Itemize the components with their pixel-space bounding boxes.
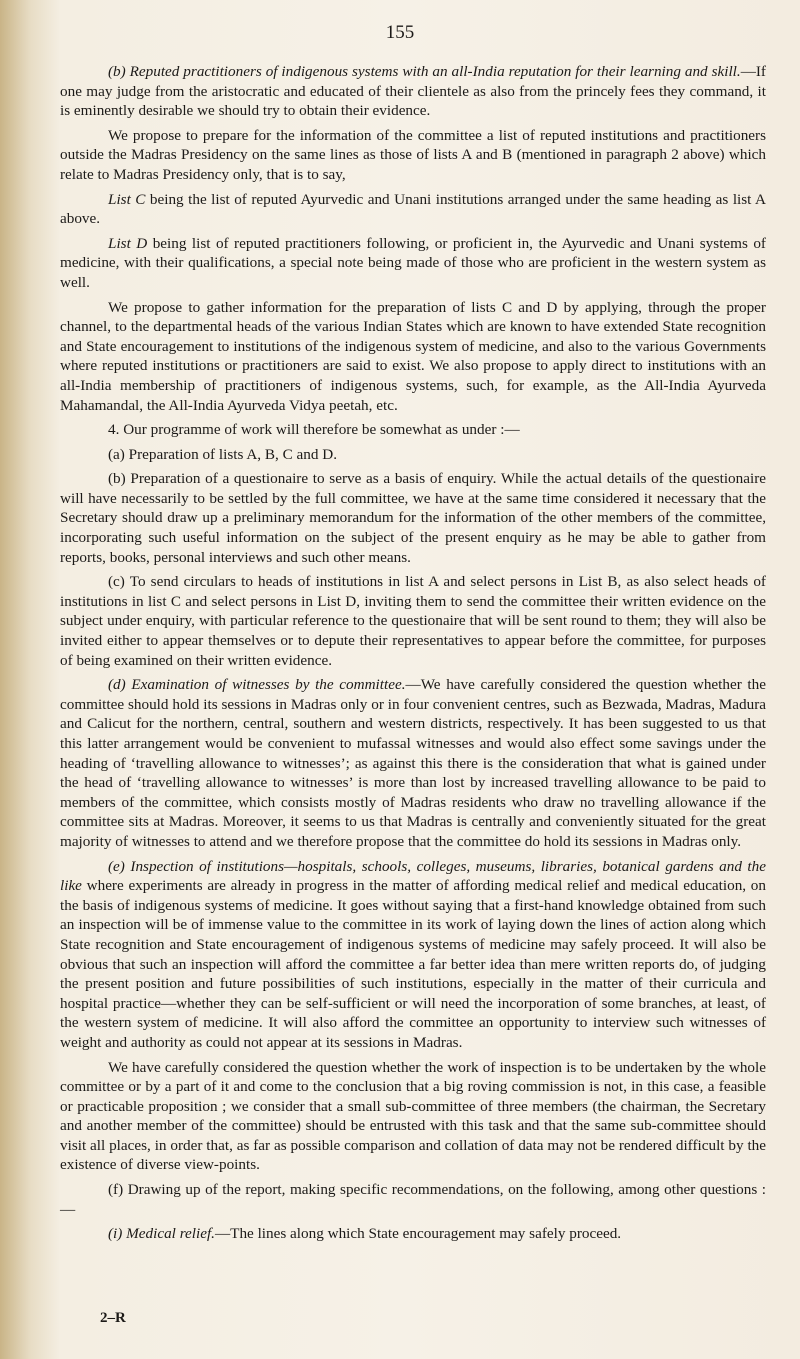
paragraph-text: —We have carefully considered the question whether the committee should hold its sessions in Madras only or in four convenient centres, such as Bezwada, Madras, Madura and Calicut for the northern, central, southern and western districts, respectively. It has been suggested to us that this latter arrangement would be convenient to mufassal witnesses and would also effect some savings under the heading of ‘travelling allowance to witnesses’; as against this there is the consideration that what is gained under the head of ‘travelling allowance to witnesses’ is more than lost by increased travelling allowance to be paid to members of the committee, which consists mostly of Madras residents who draw no travelling allowance if the committee sits at Madras. Moreover, it seems to us that Madras is centrally and conveniently situated for the great majority of witnesses to attend and we therefore propose that the committee do hold its sessions in Madras only.: [60, 676, 766, 850]
paragraph-text: (c) To send circulars to heads of institutions in list A and select persons in List B, as also select heads of institutions in list C and select persons in List D, inviting them to send the committee their written evidence on the subject under enquiry, with particular reference to the questionaire that will be sent round to them; they will also be invited either to appear themselves or to depute their representatives to appear before the committee, for purposes of being examined on their written evidence.: [60, 573, 766, 669]
paragraph-text: 4. Our programme of work will therefore be somewhat as under :—: [108, 421, 520, 439]
paragraph-lead: (i) Medical relief.: [108, 1225, 215, 1243]
paragraph-list-c: [60, 190, 766, 229]
paragraph-text: We propose to gather information for the preparation of lists C and D by applying, through the proper channel, to the departmental heads of the various Indian States which are known to have extended State recognition and State encouragement to institutions of the indigenous system of medicine, and also to the various Governments where reputed institutions or practitioners are said to exist. We also propose to apply direct to institutions with an all-India membership of practitioners of indigenous systems, such, for example, as the All-India Ayurveda Mahamandal, the All-India Ayurveda Vidya peetah, etc.: [60, 298, 766, 414]
paragraph-lists-intro: [60, 126, 766, 185]
paragraph-gather-info: [60, 298, 766, 416]
paragraph-text: being the list of reputed Ayurvedic and Unani institutions arranged under the same heading as list A above.: [60, 190, 766, 228]
paragraph-lead: List D: [108, 234, 148, 252]
paragraph-medical-relief: [60, 1224, 766, 1244]
paragraph-text: —If one may judge from the aristocratic and educated of their clientele as also from the princely fees they command, it is eminently desirable we should try to obtain their evidence.: [60, 63, 766, 120]
paragraph-lead: (d) Examination of witnesses by the committee.: [108, 676, 406, 694]
paragraph-questionaire: [60, 469, 766, 567]
page-number: 155: [385, 22, 415, 43]
paragraph-a: [60, 445, 766, 465]
paragraph-c: [60, 572, 766, 670]
paragraph-text: We have carefully considered the question whether the work of inspection is to be undertaken by the whole committee or by a part of it and come to the conclusion that a big roving commission is not, in this case, a feasible or practicable proposition ; we consider that a small sub-committee of three members (the chairman, the Secretary and another member of the committee) should be entrusted with this task and that the same sub-committee should visit all places, in order that, as far as possible comparison and collation of data may not be rendered difficult by the existence of diverse view-points.: [60, 1058, 766, 1174]
paragraph-text: being list of reputed practitioners following, or proficient in, the Ayurvedic and Unani systems of medicine, with their qualifications, a special note being made of those who are proficient in the western system as well.: [60, 234, 766, 291]
paragraph-text: (a) Preparation of lists A, B, C and D.: [108, 445, 338, 463]
document-body: [60, 62, 766, 1249]
paragraph-inspection: [60, 1058, 766, 1176]
paragraph-b: [60, 62, 766, 121]
paragraph-d: [60, 675, 766, 851]
page-signature: 2–R: [100, 1310, 126, 1326]
paragraph-text: We propose to prepare for the information of the committee a list of reputed institutions and practitioners outside the Madras Presidency on the same lines as those of lists A and B (mentioned in paragraph 2 above) which relate to Madras Presidency only, that is to say,: [60, 126, 766, 183]
paragraph-text: (f) Drawing up of the report, making specific recommendations, on the following, among other questions :—: [60, 1181, 766, 1218]
paragraph-programme: [60, 420, 766, 440]
paragraph-text: where experiments are already in progress in the matter of affording medical relief and medical education, on the basis of indigenous systems of medicine. It goes without saying that a first-hand knowledge obtained from such an inspection will be of immense value to the committee in its work of laying down the lines of action along which State recognition and State encouragement of indigenous systems of medicine may safely proceed. It will also be obvious that such an inspection will afford the committee a far better idea than mere written reports do, of judging the present position and future possibilities of such institutions, especially in the matter of their curricula and hospital practice—whether they can be self-sufficient or will need the incorporation of some branches, at least, of the western system of medicine. It will also afford the committee an opportunity to interview such witnesses of weight and authority as could not appear at its sessions in Madras.: [60, 877, 766, 1051]
paragraph-lead: (e) Inspection of institutions—hospitals, schools, colleges, museums, libraries, botanical gardens and the like: [60, 857, 766, 895]
paragraph-lead: List C: [108, 190, 146, 208]
paragraph-list-d: [60, 234, 766, 293]
paragraph-text: —The lines along which State encouragement may safely proceed.: [214, 1225, 622, 1243]
paragraph-e: [60, 857, 766, 1053]
paragraph-f: [60, 1180, 766, 1219]
paragraph-lead: (b) Reputed practitioners of indigenous systems with an all-India reputation for their learning and skill.: [108, 63, 741, 80]
paragraph-text: (b) Preparation of a questionaire to serve as a basis of enquiry. While the actual details of the questionaire will have necessarily to be settled by the full committee, we have at the same time considered it necessary that the Secretary should draw up a preliminary memorandum for the information of the other members of the committee, incorporating such useful information on the subject of the present enquiry as he may be able to gather from reports, books, personal interviews and such other means.: [60, 470, 766, 566]
